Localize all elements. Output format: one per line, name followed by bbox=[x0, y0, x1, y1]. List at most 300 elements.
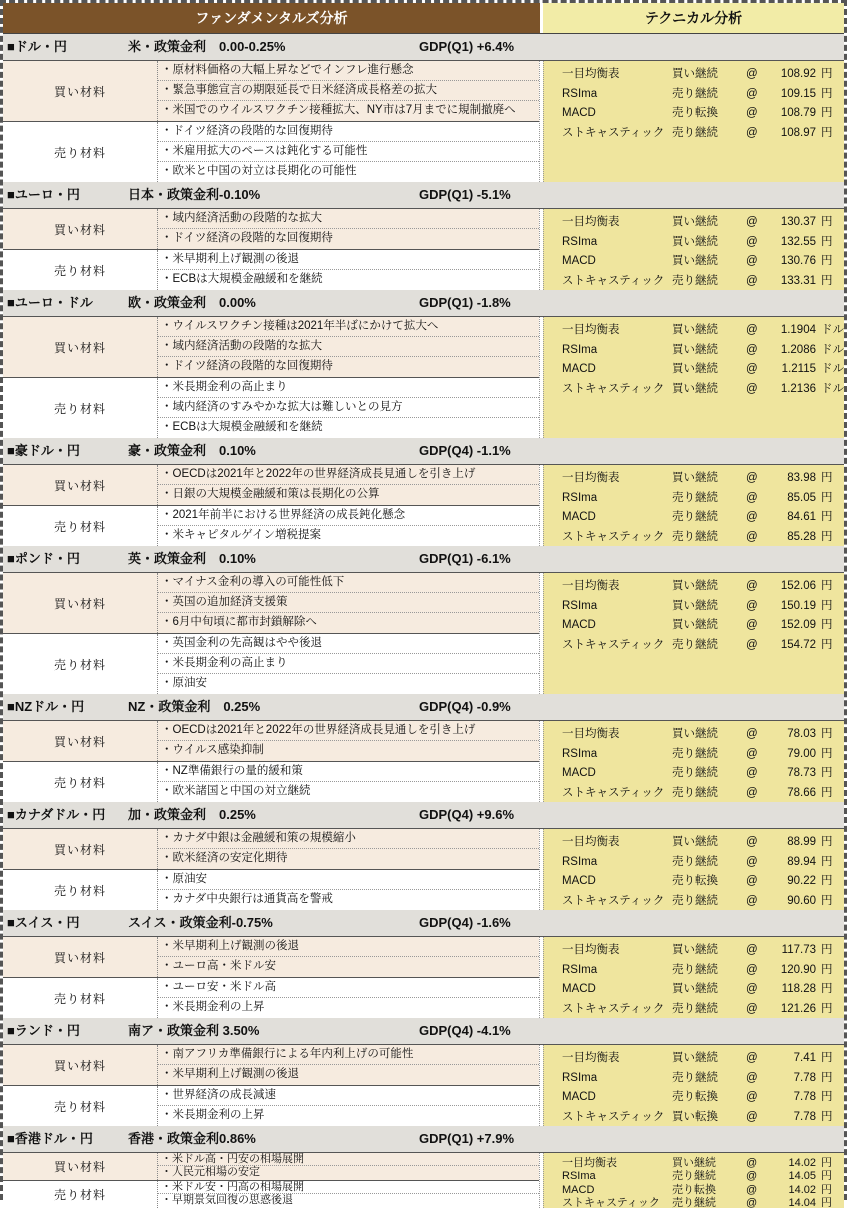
technical-row bbox=[544, 1108, 844, 1128]
price-unit: ドル bbox=[821, 363, 844, 375]
sell-materials-group bbox=[3, 762, 539, 802]
technical-panel bbox=[543, 829, 844, 910]
at-symbol: @ bbox=[746, 68, 758, 80]
signal-value: 買い継続 bbox=[672, 68, 718, 80]
sell-materials-label: 売り材料 bbox=[3, 1181, 158, 1208]
buy-material-item: ・OECDは2021年と2022年の世界経済成長見通しを引き上げ bbox=[158, 465, 539, 485]
technical-row bbox=[544, 469, 844, 489]
technical-row bbox=[544, 489, 844, 509]
technical-row bbox=[544, 508, 844, 528]
technical-row bbox=[544, 321, 844, 341]
price-value: 152.09 bbox=[780, 619, 816, 631]
policy-rate: 香港・政策金利0.86% bbox=[128, 1131, 256, 1146]
technical-row bbox=[544, 1000, 844, 1020]
price-unit: ドル bbox=[821, 382, 844, 395]
at-symbol: @ bbox=[746, 274, 758, 287]
technical-row bbox=[544, 528, 844, 548]
price-value: 90.22 bbox=[787, 875, 816, 887]
technical-panel bbox=[543, 937, 844, 1018]
gdp-value: GDP(Q1) +6.4% bbox=[419, 39, 515, 54]
buy-material-item: ・英国の追加経済支援策 bbox=[158, 593, 539, 613]
indicator-name: ストキャスティック bbox=[562, 638, 665, 651]
price-value: 78.73 bbox=[787, 767, 816, 779]
buy-material-item: ・人民元相場の安定 bbox=[161, 1166, 260, 1179]
price-unit: 円 bbox=[821, 983, 833, 995]
technical-row bbox=[544, 1157, 844, 1170]
indicator-name: 一目均衡表 bbox=[562, 1052, 620, 1064]
buy-material-item: ・ウイルス感染抑制 bbox=[161, 744, 264, 756]
materials-table bbox=[3, 829, 540, 910]
technical-row bbox=[544, 233, 844, 253]
gdp-value: GDP(Q1) -1.8% bbox=[419, 295, 511, 310]
price-value: 1.2136 bbox=[780, 382, 816, 395]
price-unit: 円 bbox=[821, 68, 833, 80]
indicator-name: RSIma bbox=[562, 87, 598, 100]
policy-rate: スイス・政策金利-0.75% bbox=[128, 915, 273, 930]
sections-container bbox=[3, 34, 844, 1208]
buy-materials-label: 買い材料 bbox=[3, 209, 158, 249]
currency-section bbox=[3, 290, 844, 438]
price-unit: 円 bbox=[821, 1052, 833, 1064]
signal-value: 買い継続 bbox=[672, 235, 718, 248]
indicator-name: 一目均衡表 bbox=[562, 216, 620, 228]
buy-materials-list bbox=[158, 317, 539, 377]
price-value: 85.05 bbox=[787, 491, 816, 504]
signal-value: 買い継続 bbox=[672, 255, 718, 267]
price-unit: 円 bbox=[821, 894, 833, 907]
buy-materials-list bbox=[158, 209, 539, 249]
materials-table bbox=[3, 61, 540, 182]
technical-row bbox=[544, 833, 844, 853]
buy-materials-label: 買い材料 bbox=[3, 721, 158, 761]
price-unit: 円 bbox=[821, 944, 833, 956]
sell-materials-list bbox=[158, 978, 539, 1018]
buy-materials-list bbox=[158, 465, 539, 505]
price-value: 14.02 bbox=[788, 1157, 816, 1169]
signal-value: 売り継続 bbox=[672, 894, 718, 907]
price-value: 154.72 bbox=[780, 638, 816, 651]
signal-value: 売り継続 bbox=[672, 747, 718, 760]
pair-name: ■カナダドル・円 bbox=[7, 807, 106, 822]
technical-row bbox=[544, 1170, 844, 1183]
indicator-name: RSIma bbox=[562, 1170, 596, 1183]
section-header bbox=[3, 290, 844, 317]
sell-materials-group bbox=[3, 250, 539, 290]
signal-value: 売り継続 bbox=[672, 530, 718, 543]
header-technical: テクニカル分析 bbox=[543, 3, 844, 33]
price-value: 130.37 bbox=[780, 216, 816, 228]
buy-materials-group bbox=[3, 317, 539, 378]
price-unit: 円 bbox=[821, 1002, 833, 1015]
pair-name: ■ドル・円 bbox=[7, 39, 67, 54]
sell-materials-label: 売り材料 bbox=[3, 122, 158, 182]
indicator-name: ストキャスティック bbox=[562, 1197, 660, 1210]
at-symbol: @ bbox=[746, 747, 758, 760]
policy-rate: 英・政策金利 0.10% bbox=[128, 551, 256, 566]
buy-material-item: ・ユーロ高・米ドル安 bbox=[161, 960, 276, 972]
sell-materials-list bbox=[158, 762, 539, 802]
policy-rate: NZ・政策金利 0.25% bbox=[128, 699, 261, 714]
price-value: 108.92 bbox=[780, 68, 816, 80]
price-unit: 円 bbox=[821, 786, 833, 799]
price-unit: 円 bbox=[821, 107, 833, 119]
at-symbol: @ bbox=[746, 580, 758, 592]
technical-row bbox=[544, 124, 844, 144]
pair-name: ■スイス・円 bbox=[7, 915, 80, 930]
technical-row bbox=[544, 597, 844, 617]
sell-material-item: ・米ドル安・円高の相場展開 bbox=[158, 1181, 539, 1194]
price-unit: 円 bbox=[821, 1071, 833, 1084]
price-unit: 円 bbox=[821, 1183, 832, 1196]
price-value: 1.2086 bbox=[780, 343, 816, 356]
sell-materials-group bbox=[3, 122, 539, 182]
buy-materials-list bbox=[158, 573, 539, 633]
gdp-value: GDP(Q4) -0.9% bbox=[419, 699, 511, 714]
indicator-name: 一目均衡表 bbox=[562, 68, 620, 80]
technical-row bbox=[544, 213, 844, 233]
indicator-name: ストキャスティック bbox=[562, 382, 665, 395]
signal-value: 売り転換 bbox=[672, 1183, 716, 1196]
sell-materials-label: 売り材料 bbox=[3, 378, 158, 438]
section-body bbox=[3, 1045, 844, 1126]
section-body bbox=[3, 1153, 844, 1208]
at-symbol: @ bbox=[746, 1197, 758, 1210]
price-value: 79.00 bbox=[787, 747, 816, 760]
technical-row bbox=[544, 1088, 844, 1108]
at-symbol: @ bbox=[746, 472, 758, 484]
sell-materials-group bbox=[3, 506, 539, 546]
currency-section bbox=[3, 1018, 844, 1126]
policy-rate: 欧・政策金利 0.00% bbox=[128, 295, 256, 310]
at-symbol: @ bbox=[746, 875, 758, 887]
materials-table bbox=[3, 209, 540, 290]
sell-material-item: ・原油安 bbox=[161, 677, 207, 689]
sell-material-item: ・米雇用拡大のペースは鈍化する可能性 bbox=[158, 142, 539, 162]
sell-materials-group bbox=[3, 978, 539, 1018]
price-value: 133.31 bbox=[780, 274, 816, 287]
buy-materials-label: 買い材料 bbox=[3, 573, 158, 633]
price-unit: 円 bbox=[821, 963, 833, 976]
sell-materials-label: 売り材料 bbox=[3, 978, 158, 1018]
pair-name: ■ポンド・円 bbox=[7, 551, 80, 566]
indicator-name: ストキャスティック bbox=[562, 786, 665, 799]
at-symbol: @ bbox=[746, 619, 758, 631]
technical-row bbox=[544, 252, 844, 272]
price-unit: 円 bbox=[821, 1157, 832, 1169]
at-symbol: @ bbox=[746, 638, 758, 651]
currency-section bbox=[3, 438, 844, 546]
sell-materials-list bbox=[158, 870, 539, 910]
materials-table bbox=[3, 317, 540, 438]
at-symbol: @ bbox=[746, 894, 758, 907]
section-body bbox=[3, 209, 844, 290]
indicator-name: MACD bbox=[562, 511, 596, 523]
technical-row bbox=[544, 380, 844, 400]
indicator-name: RSIma bbox=[562, 855, 598, 868]
gdp-value: GDP(Q4) -1.1% bbox=[419, 443, 511, 458]
indicator-name: MACD bbox=[562, 619, 596, 631]
currency-section bbox=[3, 1126, 844, 1208]
sell-material-item: ・米長期金利の上昇 bbox=[161, 1109, 265, 1121]
indicator-name: ストキャスティック bbox=[562, 530, 665, 543]
sell-material-item: ・早期景気回復の思惑後退 bbox=[161, 1194, 293, 1207]
price-value: 14.05 bbox=[788, 1170, 816, 1183]
price-value: 7.78 bbox=[793, 1110, 816, 1123]
sell-materials-list bbox=[158, 506, 539, 546]
price-value: 130.76 bbox=[780, 255, 816, 267]
price-value: 7.41 bbox=[793, 1052, 816, 1064]
sell-material-item: ・米早期利上げ観測の後退 bbox=[158, 250, 539, 270]
section-header bbox=[3, 182, 844, 209]
buy-material-item: ・米ドル高・円安の相場展開 bbox=[158, 1153, 539, 1166]
policy-rate: 豪・政策金利 0.10% bbox=[128, 443, 256, 458]
price-value: 121.26 bbox=[780, 1002, 816, 1015]
signal-value: 買い継続 bbox=[672, 324, 718, 336]
buy-material-item: ・6月中旬頃に都市封鎖解除へ bbox=[161, 616, 317, 628]
pair-name: ■ユーロ・円 bbox=[7, 187, 80, 202]
sell-materials-list bbox=[158, 378, 539, 438]
signal-value: 買い継続 bbox=[672, 472, 718, 484]
signal-value: 売り継続 bbox=[672, 511, 718, 523]
policy-rate: 南ア・政策金利 3.50% bbox=[128, 1023, 260, 1038]
indicator-name: ストキャスティック bbox=[562, 274, 665, 287]
section-header bbox=[3, 1126, 844, 1153]
sell-materials-group bbox=[3, 1181, 539, 1208]
buy-materials-group bbox=[3, 829, 539, 870]
technical-row bbox=[544, 1184, 844, 1197]
price-unit: ドル bbox=[821, 343, 844, 356]
technical-row bbox=[544, 980, 844, 1000]
price-unit: 円 bbox=[821, 728, 833, 740]
at-symbol: @ bbox=[746, 1002, 758, 1015]
price-value: 132.55 bbox=[780, 235, 816, 248]
sell-materials-list bbox=[158, 122, 539, 182]
technical-row bbox=[544, 1197, 844, 1210]
technical-panel bbox=[543, 573, 844, 694]
at-symbol: @ bbox=[746, 126, 758, 139]
indicator-name: 一目均衡表 bbox=[562, 944, 620, 956]
signal-value: 売り継続 bbox=[672, 87, 718, 100]
price-value: 152.06 bbox=[780, 580, 816, 592]
buy-materials-label: 買い材料 bbox=[3, 465, 158, 505]
at-symbol: @ bbox=[746, 1052, 758, 1064]
technical-row bbox=[544, 360, 844, 380]
materials-table bbox=[3, 1153, 540, 1208]
price-value: 14.04 bbox=[788, 1197, 816, 1210]
sell-materials-list bbox=[158, 1181, 539, 1208]
buy-materials-list bbox=[158, 61, 539, 121]
price-unit: 円 bbox=[821, 1091, 833, 1103]
signal-value: 買い継続 bbox=[672, 1052, 718, 1064]
sell-material-item: ・ECBは大規模金融緩和を継続 bbox=[161, 273, 323, 285]
at-symbol: @ bbox=[746, 1183, 758, 1196]
sell-material-item: ・米長期金利の高止まり bbox=[158, 654, 539, 674]
buy-material-item: ・域内経済活動の段階的な拡大 bbox=[158, 337, 539, 357]
buy-materials-label: 買い材料 bbox=[3, 1045, 158, 1085]
technical-panel bbox=[543, 317, 844, 438]
price-value: 118.28 bbox=[781, 983, 816, 995]
indicator-name: RSIma bbox=[562, 963, 598, 976]
pair-name: ■NZドル・円 bbox=[7, 699, 85, 714]
signal-value: 買い継続 bbox=[672, 363, 718, 375]
signal-value: 売り継続 bbox=[672, 855, 718, 868]
section-header bbox=[3, 438, 844, 465]
technical-row bbox=[544, 636, 844, 656]
price-unit: 円 bbox=[821, 875, 833, 887]
signal-value: 売り継続 bbox=[672, 491, 718, 504]
gdp-value: GDP(Q4) -1.6% bbox=[419, 915, 511, 930]
technical-row bbox=[544, 892, 844, 912]
section-header bbox=[3, 910, 844, 937]
sell-materials-list bbox=[158, 250, 539, 290]
pair-name: ■香港ドル・円 bbox=[7, 1131, 93, 1146]
section-body bbox=[3, 317, 844, 438]
price-value: 83.98 bbox=[787, 472, 816, 484]
buy-materials-list bbox=[158, 937, 539, 977]
sell-material-item: ・原油安 bbox=[158, 870, 539, 890]
buy-materials-list bbox=[158, 829, 539, 869]
price-value: 90.60 bbox=[787, 894, 816, 907]
price-value: 1.2115 bbox=[781, 363, 816, 375]
price-value: 7.78 bbox=[793, 1091, 816, 1103]
price-unit: 円 bbox=[821, 1197, 832, 1210]
signal-value: 買い継続 bbox=[672, 836, 718, 848]
indicator-name: 一目均衡表 bbox=[562, 836, 620, 848]
signal-value: 買い継続 bbox=[672, 619, 718, 631]
price-unit: 円 bbox=[821, 235, 833, 248]
technical-row bbox=[544, 784, 844, 804]
indicator-name: RSIma bbox=[562, 599, 598, 612]
gdp-value: GDP(Q1) -5.1% bbox=[419, 187, 511, 202]
sell-materials-label: 売り材料 bbox=[3, 506, 158, 546]
at-symbol: @ bbox=[746, 963, 758, 976]
at-symbol: @ bbox=[746, 1170, 758, 1183]
sell-materials-list bbox=[158, 634, 539, 694]
technical-row bbox=[544, 341, 844, 361]
header-fundamentals: ファンダメンタルズ分析 bbox=[3, 3, 540, 33]
buy-material-item: ・米早期利上げ観測の後退 bbox=[158, 937, 539, 957]
at-symbol: @ bbox=[746, 255, 758, 267]
buy-material-item: ・カナダ中銀は金融緩和策の規模縮小 bbox=[158, 829, 539, 849]
buy-material-item: ・ドイツ経済の段階的な回復期待 bbox=[161, 232, 333, 244]
indicator-name: RSIma bbox=[562, 1071, 598, 1084]
price-unit: 円 bbox=[821, 216, 833, 228]
materials-table bbox=[3, 1045, 540, 1126]
sell-material-item: ・米キャピタルゲイン増税提案 bbox=[161, 529, 321, 541]
at-symbol: @ bbox=[746, 530, 758, 543]
price-unit: 円 bbox=[821, 599, 833, 612]
signal-value: 売り継続 bbox=[672, 126, 718, 139]
signal-value: 売り継続 bbox=[672, 1071, 718, 1084]
section-body bbox=[3, 573, 844, 694]
technical-row bbox=[544, 745, 844, 765]
signal-value: 売り転換 bbox=[672, 875, 718, 887]
indicator-name: MACD bbox=[562, 1091, 596, 1103]
at-symbol: @ bbox=[746, 363, 758, 375]
price-value: 150.19 bbox=[780, 599, 816, 612]
sell-material-item: ・ユーロ安・米ドル高 bbox=[158, 978, 539, 998]
at-symbol: @ bbox=[746, 107, 758, 119]
price-unit: 円 bbox=[821, 1170, 832, 1183]
signal-value: 売り継続 bbox=[672, 274, 718, 287]
buy-material-item: ・原材料価格の大幅上昇などでインフレ進行懸念 bbox=[158, 61, 539, 81]
section-header bbox=[3, 1018, 844, 1045]
indicator-name: ストキャスティック bbox=[562, 894, 665, 907]
sell-materials-group bbox=[3, 870, 539, 910]
currency-section bbox=[3, 910, 844, 1018]
report-header bbox=[3, 3, 844, 34]
buy-materials-group bbox=[3, 209, 539, 250]
signal-value: 買い継続 bbox=[672, 599, 718, 612]
gdp-value: GDP(Q1) -6.1% bbox=[419, 551, 511, 566]
signal-value: 売り継続 bbox=[672, 1170, 716, 1183]
sell-materials-label: 売り材料 bbox=[3, 1086, 158, 1126]
buy-materials-group bbox=[3, 1045, 539, 1086]
buy-materials-label: 買い材料 bbox=[3, 1153, 158, 1180]
technical-row bbox=[544, 764, 844, 784]
price-unit: 円 bbox=[821, 836, 833, 848]
technical-panel bbox=[543, 721, 844, 802]
price-unit: 円 bbox=[821, 87, 833, 100]
price-unit: 円 bbox=[821, 126, 833, 139]
sell-materials-list bbox=[158, 1086, 539, 1126]
technical-panel bbox=[543, 1045, 844, 1126]
at-symbol: @ bbox=[746, 491, 758, 504]
section-header bbox=[3, 802, 844, 829]
indicator-name: MACD bbox=[562, 875, 596, 887]
sell-material-item: ・米長期金利の上昇 bbox=[161, 1001, 265, 1013]
price-value: 88.99 bbox=[787, 836, 816, 848]
price-value: 120.90 bbox=[780, 963, 816, 976]
price-value: 85.28 bbox=[787, 530, 816, 543]
technical-row bbox=[544, 104, 844, 124]
indicator-name: ストキャスティック bbox=[562, 1110, 665, 1123]
section-body bbox=[3, 61, 844, 182]
buy-material-item: ・米国でのウイルスワクチン接種拡大、NY市は7月までに規制撤廃へ bbox=[161, 104, 516, 116]
signal-value: 買い継続 bbox=[672, 944, 718, 956]
indicator-name: ストキャスティック bbox=[562, 1002, 665, 1015]
price-unit: 円 bbox=[821, 767, 833, 779]
indicator-name: ストキャスティック bbox=[562, 126, 665, 139]
indicator-name: 一目均衡表 bbox=[562, 1157, 617, 1169]
signal-value: 買い継続 bbox=[672, 580, 718, 592]
signal-value: 買い継続 bbox=[672, 382, 718, 395]
price-unit: 円 bbox=[821, 638, 833, 651]
buy-materials-group bbox=[3, 937, 539, 978]
at-symbol: @ bbox=[746, 599, 758, 612]
currency-section bbox=[3, 694, 844, 802]
indicator-name: RSIma bbox=[562, 491, 598, 504]
section-header bbox=[3, 546, 844, 573]
currency-section bbox=[3, 546, 844, 694]
at-symbol: @ bbox=[746, 944, 758, 956]
technical-row bbox=[544, 65, 844, 85]
indicator-name: RSIma bbox=[562, 747, 598, 760]
buy-material-item: ・ウイルスワクチン接種は2021年半ばにかけて拡大へ bbox=[158, 317, 539, 337]
pair-name: ■ランド・円 bbox=[7, 1023, 80, 1038]
indicator-name: MACD bbox=[562, 107, 596, 119]
at-symbol: @ bbox=[746, 343, 758, 356]
sell-material-item: ・欧米諸国と中国の対立継続 bbox=[161, 785, 311, 797]
price-value: 108.97 bbox=[780, 126, 816, 139]
price-unit: 円 bbox=[821, 530, 833, 543]
technical-row bbox=[544, 853, 844, 873]
indicator-name: 一目均衡表 bbox=[562, 728, 620, 740]
at-symbol: @ bbox=[746, 382, 758, 395]
section-header bbox=[3, 34, 844, 61]
at-symbol: @ bbox=[746, 1110, 758, 1123]
gdp-value: GDP(Q4) -4.1% bbox=[419, 1023, 511, 1038]
